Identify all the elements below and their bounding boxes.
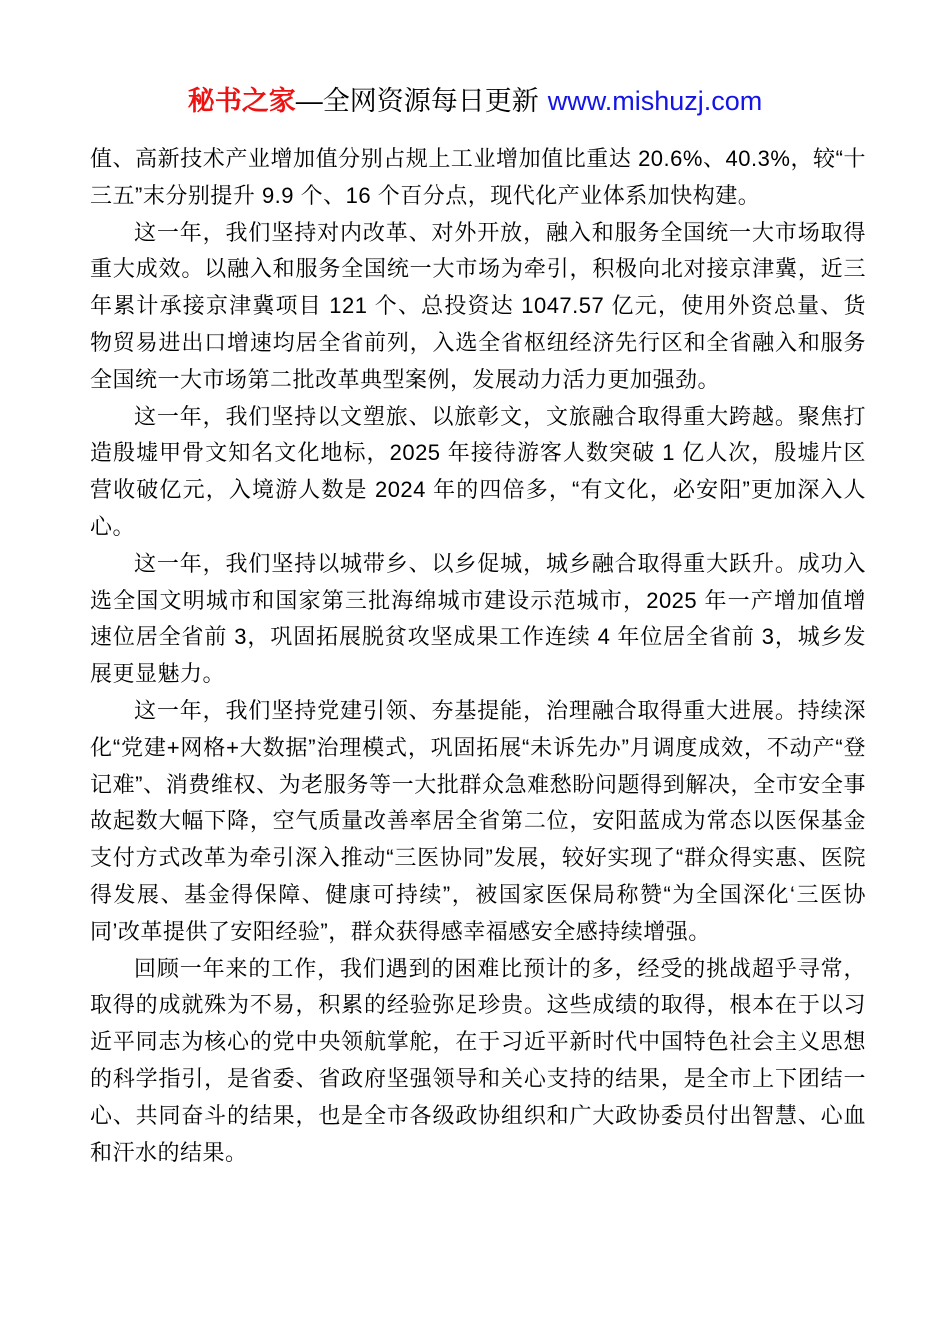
document-body bbox=[90, 141, 866, 1171]
site-header bbox=[0, 0, 950, 117]
paragraph-urban-rural: 这一年，我们坚持以城带乡、以乡促城，城乡融合取得重大跃升。成功入选全国文明城市和国家第三批海绵城市建设示范城市，2025 年一产增加值增速位居全省前 3，巩固拓展脱贫攻坚成果工作连续 4 年位居全省前 3，城乡发展更显魅力。 bbox=[90, 550, 866, 687]
paragraph-year-review: 回顾一年来的工作，我们遇到的困难比预计的多，经受的挑战超乎寻常，取得的成就殊为不易，积累的经验弥足珍贵。这些成绩的取得，根本在于以习近平同志为核心的党中央领航掌舵，在于习近平新时代中国特色社会主义思想的科学指引，是省委、省政府坚强领导和关心支持的结果，是全市上下团结一心、共同奋斗的结果，也是全市各级政协组织和广大政协委员付出智慧、心血和汗水的结果。 bbox=[90, 955, 866, 1165]
paragraph-continuation: 值、高新技术产业增加值分别占规上工业增加值比重达 20.6%、40.3%，较“十三五”末分别提升 9.9 个、16 个百分点，现代化产业体系加快构建。 bbox=[90, 146, 866, 208]
paragraph-culture-tourism: 这一年，我们坚持以文塑旅、以旅彰文，文旅融合取得重大跨越。聚焦打造殷墟甲骨文知名文化地标，2025 年接待游客人数突破 1 亿人次，殷墟片区营收破亿元，入境游人数是 2024 年的四倍多，“有文化，必安阳”更加深入人心。 bbox=[90, 403, 866, 539]
paragraph-party-governance: 这一年，我们坚持党建引领、夯基提能，治理融合取得重大进展。持续深化“党建+网格+大数据”治理模式，巩固拓展“未诉先办”月调度成效，不动产“登记难”、消费维权、为老服务等一大批群众急难愁盼问题得到解决，全市安全事故起数大幅下降，空气质量改善率居全省第二位，安阳蓝成为常态以医保基金支付方式改革为牵引深入推动“三医协同”发展，较好实现了“群众得实惠、医院得发展、基金得保障、健康可持续”，被国家医保局称赞“为全国深化‘三医协同’改革提供了安阳经验”，群众获得感幸福感安全感持续增强。 bbox=[90, 697, 866, 944]
site-tagline: —全网资源每日更新 bbox=[295, 86, 539, 116]
paragraph-unified-market: 这一年，我们坚持对内改革、对外开放，融入和服务全国统一大市场取得重大成效。以融入和服务全国统一大市场为牵引，积极向北对接京津冀，近三年累计承接京津冀项目 121 个、总投资达 1047.57 亿元，使用外资总量、货物贸易进出口增速均居全省前列，入选全省枢纽经济先行区和全省融入和服务全国统一大市场第二批改革典型案例，发展动力活力更加强劲。 bbox=[90, 219, 866, 392]
site-url-link[interactable]: www.mishuzj.com bbox=[547, 86, 763, 116]
site-brand: 秘书之家 bbox=[187, 86, 296, 116]
